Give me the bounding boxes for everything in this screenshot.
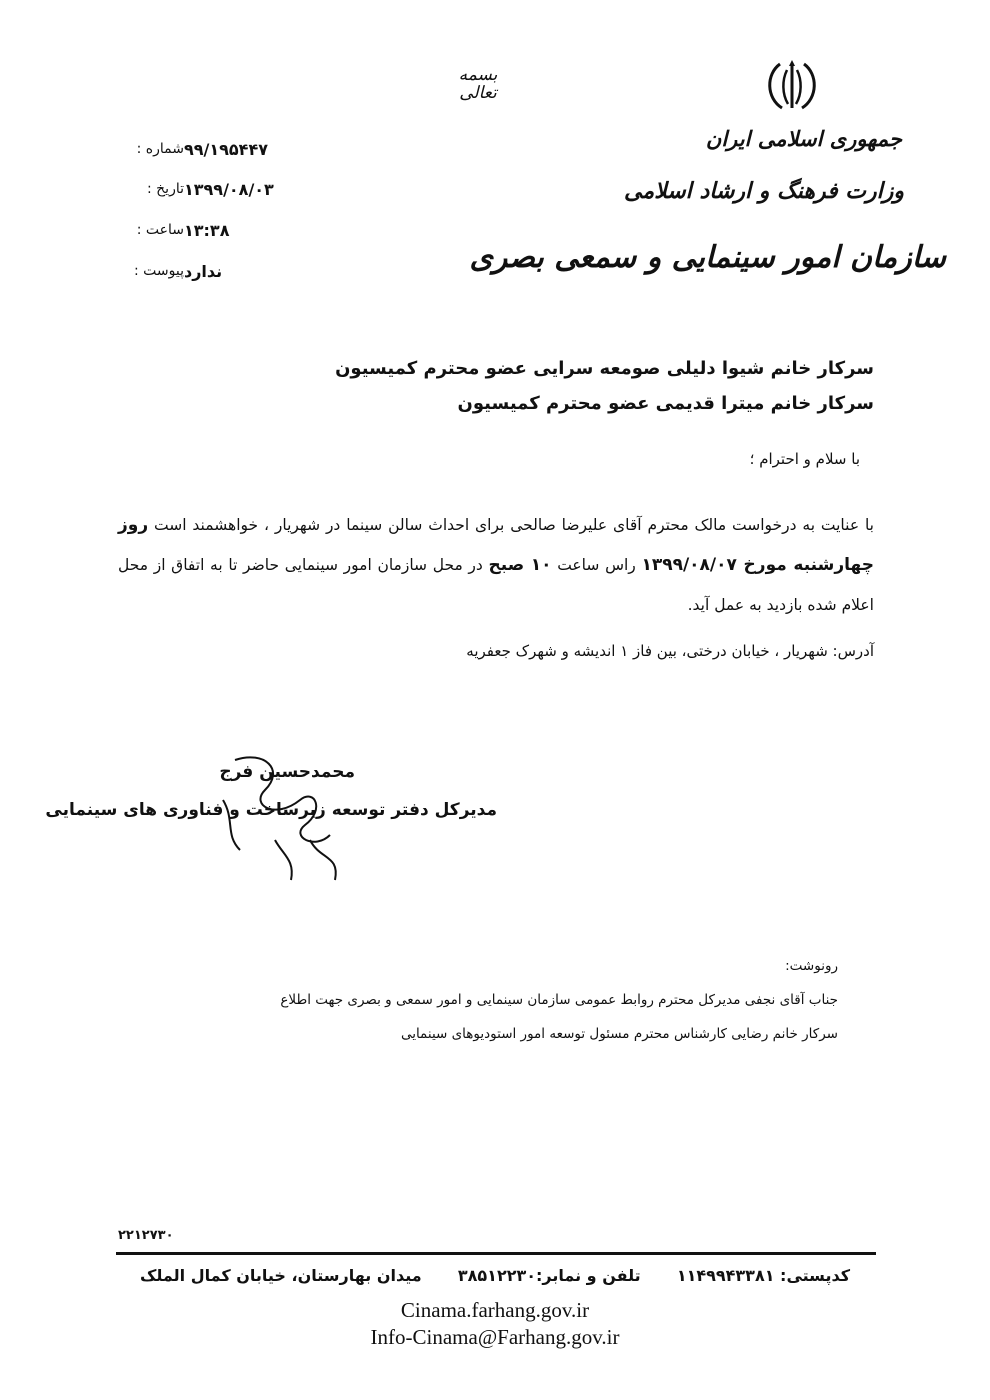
meta-label: تاریخ : [146,181,184,197]
meta-time-row [118,218,298,242]
visit-address: آدرس: شهریار ، خیابان درختی، بین فاز ۱ اندیشه و شهرک جعفریه [466,642,874,660]
meta-number-row [118,137,298,161]
meta-attachment-row [118,259,298,283]
meta-label: شماره : [136,141,184,157]
greeting: با سلام و احترام ؛ [749,450,860,468]
footer-postal-code: کدپستی: ۱۱۴۹۹۴۳۳۸۱ [676,1266,850,1285]
recipient-line: سرکار خانم شیوا دلیلی صومعه سرایی عضو محترم کمیسیون [335,358,874,379]
meta-label: ساعت : [136,222,184,238]
meta-date-row [118,177,298,201]
footer-address: میدان بهارستان، خیابان کمال الملک [140,1266,422,1285]
org-line-ministry: وزارت فرهنگ و ارشاد اسلامی [623,178,904,204]
document-code: ۲۲۱۲۷۳۰ [118,1228,174,1243]
meta-value: ۹۹/۱۹۵۴۴۷ [184,139,268,159]
meeting-date: روز چهارشنبه مورخ ۱۳۹۹/۰۸/۰۷ [118,515,874,575]
body-text: با عنایت به درخواست مالک محترم آقای علیرضا صالحی برای احداث سالن سینما در شهریار ، خواهشمند است [148,516,874,534]
org-line-organization: سازمان امور سینمایی و سمعی بصری [469,240,946,275]
footer-contact-line [140,1266,850,1285]
body-paragraph [118,505,874,625]
cc-line: جناب آقای نجفی مدیرکل محترم روابط عمومی سازمان سینمایی و امور سمعی و بصری جهت اطلاع [280,992,838,1008]
body-text: در محل سازمان امور سینمایی حاضر تا به اتفاق از محل اعلام شده بازدید به عمل آید. [118,556,874,614]
cc-line: سرکار خانم رضایی کارشناس محترم مسئول توسعه امور استودیوهای سینمایی [400,1026,838,1042]
org-line-republic: جمهوری اسلامی ایران [705,126,902,151]
footer-divider [116,1252,876,1255]
invocation-text: بسمه تعالی [458,65,498,103]
meta-value: ۱۳:۳۸ [184,220,230,240]
footer-website: Cinama.farhang.gov.ir [400,1298,590,1322]
recipient-line: سرکار خانم میترا قدیمی عضو محترم کمیسیون [457,393,874,414]
cc-heading: رونوشت: [785,958,838,974]
meta-value: ۱۳۹۹/۰۸/۰۳ [184,179,274,199]
footer-phone: تلفن و نمابر:۳۸۵۱۲۲۳۰ [457,1266,641,1285]
meeting-time: ۱۰ صبح [488,555,552,575]
iran-emblem-icon [760,60,824,112]
signer-title: مدیرکل دفتر توسعه زیرساخت و فناوری های سینمایی [45,800,497,820]
footer-email: Info-Cinama@Farhang.gov.ir [370,1325,620,1349]
meta-value: ندارد [184,261,223,281]
body-text: راس ساعت [551,556,642,574]
meta-label: پیوست : [134,263,184,279]
signer-name: محمدحسین فرج [219,762,355,782]
